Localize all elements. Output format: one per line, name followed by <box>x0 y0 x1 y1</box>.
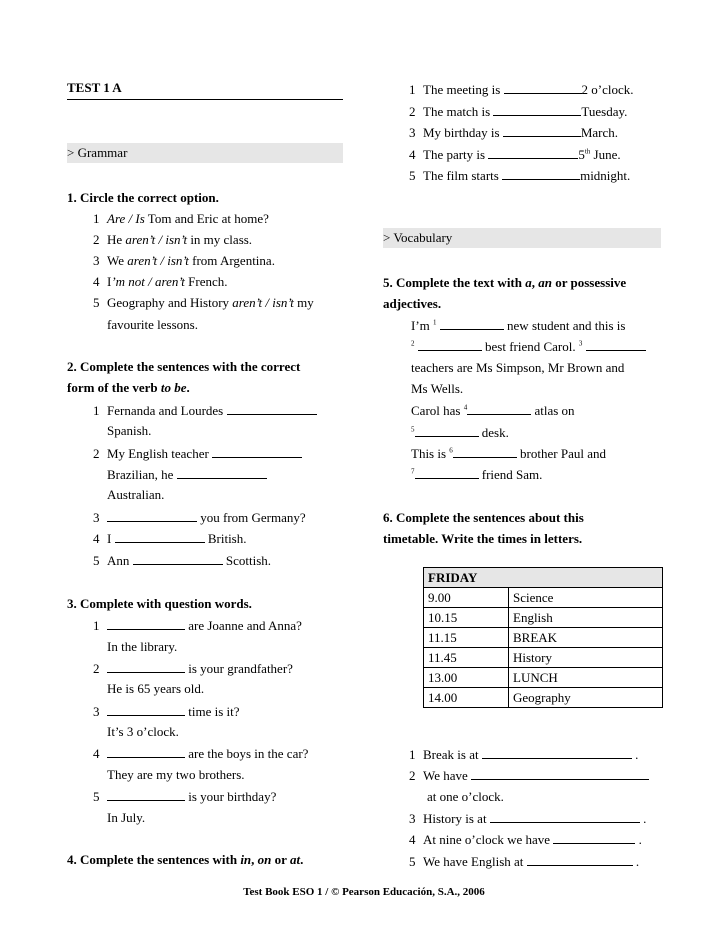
ex2-item-4: 4 I British. <box>93 531 247 546</box>
answer-blank[interactable] <box>482 746 632 759</box>
answer-blank[interactable] <box>107 509 197 522</box>
ex6-item-2-cont: at one o’clock. <box>427 789 504 804</box>
answer-blank[interactable] <box>493 103 581 116</box>
ex4-item-2: 2 The match is Tuesday. <box>409 104 628 119</box>
timetable-header-row <box>424 568 663 588</box>
answer-blank[interactable] <box>107 703 185 716</box>
ex1-title: 1. Circle the correct option. <box>67 190 219 205</box>
ex5-line-3: teachers are Ms Simpson, Mr Brown and <box>411 360 625 375</box>
ex4-item-5: 5 The film starts midnight. <box>409 168 631 183</box>
ex2-title-line1: 2. Complete the sentences with the correct <box>67 359 301 374</box>
answer-blank[interactable] <box>212 445 302 458</box>
ex6-item-2: 2 We have <box>409 767 649 784</box>
answer-blank[interactable] <box>488 146 578 159</box>
answer-blank[interactable] <box>107 617 185 630</box>
ex3-answer-3: It’s 3 o’clock. <box>107 724 179 739</box>
ex2-item-2-cont: Brazilian, he <box>107 466 267 483</box>
answer-blank[interactable] <box>115 530 205 543</box>
ex3-item-1: 1 are Joanne and Anna? <box>93 618 302 633</box>
ex3-item-5: 5 is your birthday? <box>93 789 277 804</box>
ex3-answer-2: He is 65 years old. <box>107 681 205 696</box>
ex1-item-4: 4 I’m not / aren’t French. <box>93 274 228 289</box>
ex4-title: 4. Complete the sentences with in, on or at. <box>67 852 304 867</box>
ex1-item-2: 2 He aren’t / isn’t in my class. <box>93 232 253 247</box>
ex1-item-5: 5 Geography and History aren’t / isn’t my <box>93 295 314 310</box>
table-row: 11.15 BREAK <box>424 628 663 648</box>
grammar-section-header: > Grammar <box>67 143 343 163</box>
ex2-item-5: 5 Ann Scottish. <box>93 553 272 568</box>
ex6-item-1: 1 Break is at . <box>409 747 639 762</box>
answer-blank[interactable] <box>418 338 482 351</box>
ex1-item-3: 3 We aren’t / isn’t from Argentina. <box>93 253 275 268</box>
answer-blank[interactable] <box>440 317 504 330</box>
answer-blank[interactable] <box>471 767 649 780</box>
ex3-item-3: 3 time is it? <box>93 704 240 719</box>
ex6-title-line2: timetable. Write the times in letters. <box>383 531 583 546</box>
ex3-answer-4: They are my two brothers. <box>107 767 245 782</box>
test-title: TEST 1 A <box>67 80 343 100</box>
answer-blank[interactable] <box>107 745 185 758</box>
answer-blank[interactable] <box>490 810 640 823</box>
answer-blank[interactable] <box>107 788 185 801</box>
ex5-line-7: This is $^6$ brother Paul and <box>411 446 606 461</box>
timetable <box>423 567 663 708</box>
answer-blank[interactable] <box>502 167 580 180</box>
ex5-title-line2: adjectives. <box>383 296 442 311</box>
ex4-item-1: 1 The meeting is 2 o’clock. <box>409 82 634 97</box>
ex2-item-2-cont2: Australian. <box>107 487 165 502</box>
answer-blank[interactable] <box>503 124 581 137</box>
ex5-line-8: $^7$ friend Sam. <box>411 467 543 482</box>
answer-blank[interactable] <box>133 552 223 565</box>
answer-blank[interactable] <box>527 853 633 866</box>
page-footer: Test Book ESO 1 / © Pearson Educación, S.A., 2006 <box>243 886 485 898</box>
answer-blank[interactable] <box>177 466 267 479</box>
ex3-item-2: 2 is your grandfather? <box>93 661 293 676</box>
answer-blank[interactable] <box>453 445 517 458</box>
table-row: 11.45 History <box>424 648 663 668</box>
answer-blank[interactable] <box>553 831 635 844</box>
ex5-line-2: $^2$ best friend Carol. $^3$ <box>411 338 646 355</box>
answer-blank[interactable] <box>467 402 531 415</box>
table-row: 14.00 Geography <box>424 688 663 708</box>
ex6-item-4: 4 At nine o’clock we have . <box>409 832 642 847</box>
ex6-title-line1: 6. Complete the sentences about this <box>383 510 584 525</box>
ex1-item-1: 1 Are / Is Tom and Eric at home? <box>93 211 269 226</box>
answer-blank[interactable] <box>504 81 582 94</box>
ex2-item-1-cont: Spanish. <box>107 423 152 438</box>
table-row: 13.00 LUNCH <box>424 668 663 688</box>
ex4-item-3: 3 My birthday is March. <box>409 125 618 140</box>
ex3-title: 3. Complete with question words. <box>67 596 252 611</box>
ex2-item-1: 1 Fernanda and Lourdes <box>93 402 317 419</box>
ex5-line-1: I’m $^1$ new student and this is <box>411 318 626 333</box>
ex5-line-4: Ms Wells. <box>411 381 464 396</box>
ex2-item-2: 2 My English teacher <box>93 445 302 462</box>
ex5-line-6: $^5$ desk. <box>411 425 509 440</box>
table-row: 10.15 English <box>424 608 663 628</box>
ex6-item-5: 5 We have English at . <box>409 854 640 869</box>
answer-blank[interactable] <box>107 660 185 673</box>
vocabulary-section-header: > Vocabulary <box>383 228 661 248</box>
table-row: 9.00 Science <box>424 588 663 608</box>
ex5-line-5: Carol has $^4$ atlas on <box>411 403 575 418</box>
answer-blank[interactable] <box>415 424 479 437</box>
ex3-answer-1: In the library. <box>107 639 178 654</box>
ex2-item-3: 3 you from Germany? <box>93 510 306 525</box>
ex2-title-line2: form of the verb to be. <box>67 380 190 395</box>
answer-blank[interactable] <box>586 338 646 351</box>
ex3-answer-5: In July. <box>107 810 146 825</box>
ex1-item-5-cont: favourite lessons. <box>107 317 198 332</box>
ex3-item-4: 4 are the boys in the car? <box>93 746 309 761</box>
answer-blank[interactable] <box>227 402 317 415</box>
ex4-item-4: 4 The party is 5th June. <box>409 147 621 162</box>
ex5-title-line1: 5. Complete the text with a, an or possessive <box>383 275 627 290</box>
timetable-header: FRIDAY <box>424 568 663 588</box>
answer-blank[interactable] <box>415 466 479 479</box>
ex6-item-3: 3 History is at . <box>409 811 647 826</box>
